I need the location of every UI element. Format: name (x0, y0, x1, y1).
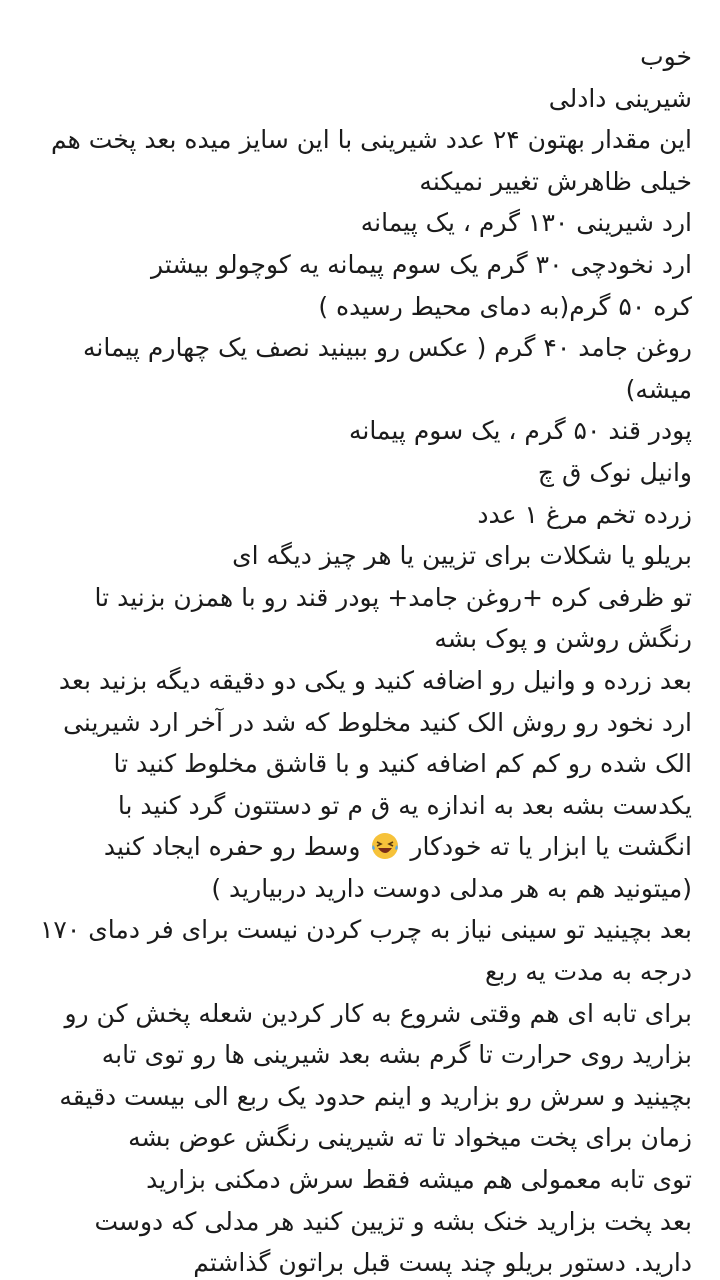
text-segment: انگشت یا ابزار یا ته خودکار (410, 832, 692, 862)
text-line: زرده تخم مرغ ۱ عدد (477, 499, 692, 529)
text-line: بعد پخت بزارید خنک بشه و تزیین کنید هر مدلی که دوست (94, 1206, 692, 1236)
text-line: (میتونید هم به هر مدلی دوست دارید دربیارید ) (211, 873, 692, 903)
text-line: رنگش روشن و پوک بشه (434, 624, 692, 654)
text-line: خوب (640, 42, 692, 71)
text-line: بچینید و سرش رو بزارید و اینم حدود یک ربع الی بیست دقیقه (59, 1081, 692, 1111)
text-line: خیلی ظاهرش تغییر نمیکنه (419, 166, 692, 196)
recipe-text (20, 36, 692, 1280)
text-line: بعد بچینید تو سینی نیاز به چرب کردن نیست برای فر دمای ۱۷۰ (40, 915, 692, 945)
text-line: زمان برای پخت میخواد تا ته شیرینی رنگش عوض بشه (128, 1123, 692, 1153)
text-line: ارد نخودچی ۳۰ گرم یک سوم پیمانه یه کوچولو بیشتر (151, 249, 692, 279)
text-line: بعد زرده و وانیل رو اضافه کنید و یکی دو دقیقه دیگه بزنید بعد (58, 665, 692, 695)
text-line: بزارید روی حرارت تا گرم بشه بعد شیرینی ها رو توی تابه (101, 1040, 692, 1070)
text-segment: وسط رو حفره ایجاد کنید (103, 832, 361, 862)
text-line: الک شده رو کم کم اضافه کنید و با قاشق مخلوط کنید تا (113, 749, 692, 779)
text-line-with-emoji (20, 826, 692, 868)
text-line: برای تابه ای هم وقتی شروع به کار کردین شعله پخش کن رو (64, 998, 692, 1028)
text-line: ارد نخود رو روش الک کنید مخلوط که شد در آخر ارد شیرینی (63, 707, 692, 737)
text-line: درجه به مدت یه ربع (485, 957, 692, 987)
text-line: کره ۵۰ گرم(به دمای محیط رسیده ) (318, 291, 692, 321)
text-line: تو ظرفی کره +روغن جامد+ پودر قند رو با همزن بزنید تا (94, 582, 692, 612)
laughing-face-icon (370, 831, 400, 861)
text-line: میشه) (625, 374, 692, 404)
text-line: پودر قند ۵۰ گرم ، یک سوم پیمانه (348, 416, 692, 446)
text-line: دارید. دستور بریلو چند پست قبل براتون گذاشتم (193, 1248, 692, 1278)
text-line: بریلو یا شکلات برای تزیین یا هر چیز دیگه ای (232, 541, 692, 571)
text-line: توی تابه معمولی هم میشه فقط سرش دمکنی بزارید (146, 1165, 692, 1195)
text-line: وانیل نوک ق چ (537, 457, 692, 487)
text-line: این مقدار بهتون ۲۴ عدد شیرینی با این سایز میده بعد پخت هم (50, 125, 692, 155)
text-line: روغن جامد ۴۰ گرم ( عکس رو ببینید نصف یک چهارم پیمانه (83, 333, 692, 363)
text-line: شیرینی دادلی (548, 83, 692, 113)
text-line: ارد شیرینی ۱۳۰ گرم ، یک پیمانه (360, 208, 692, 238)
text-line: یکدست بشه بعد به اندازه یه ق م تو دستتون گرد کنید با (117, 790, 692, 820)
